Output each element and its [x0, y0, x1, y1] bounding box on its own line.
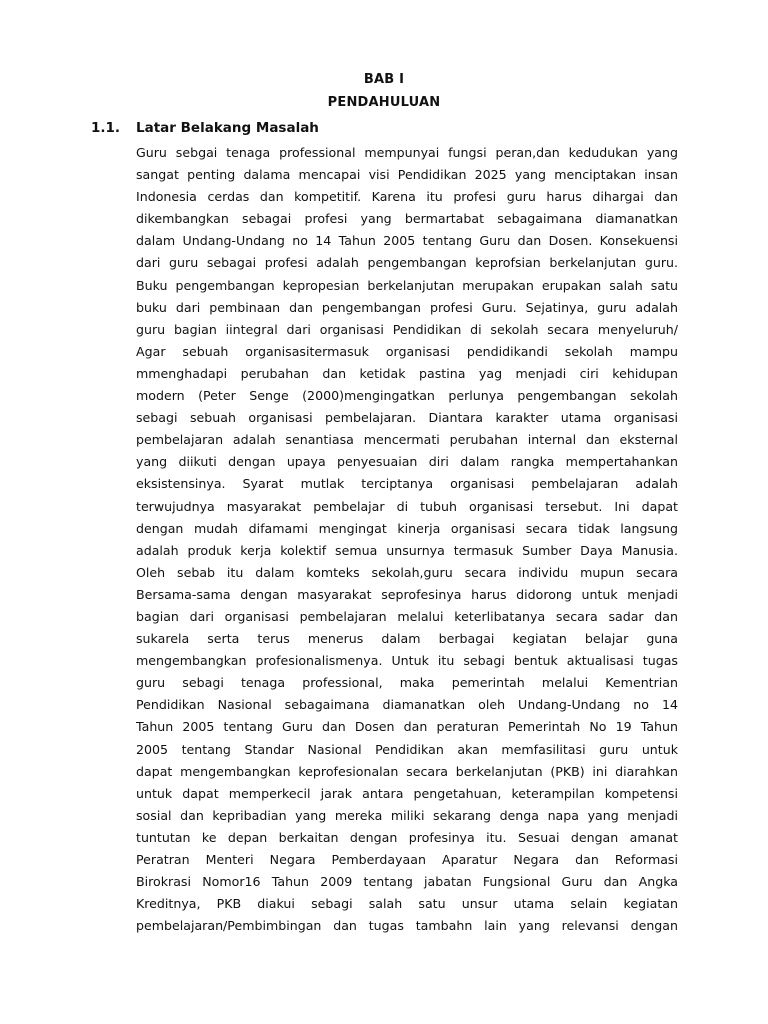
paragraph-line: dari guru sebagai profesi adalah pengembangan keprofsian berkelanjutan guru.: [136, 255, 678, 271]
paragraph-line: pembelajaran adalah senantiasa mencermati perubahan internal dan eksternal: [136, 432, 678, 448]
paragraph-line: Indonesia cerdas dan kompetitif. Karena itu profesi guru harus dihargai dan: [136, 189, 678, 205]
paragraph-line: sukarela serta terus menerus dalam berbagai kegiatan belajar guna: [136, 631, 678, 647]
paragraph-line: Bersama-sama dengan masyarakat seprofesinya harus didorong untuk menjadi: [136, 586, 678, 602]
paragraph-line: adalah produk kerja kolektif semua unsurnya termasuk Sumber Daya Manusia.: [136, 542, 678, 558]
paragraph-line: sosial dan kepribadian yang mereka miliki sekarang denga napa yang menjadi: [136, 807, 678, 823]
paragraph-line: guru bagian iintegral dari organisasi Pendidikan di sekolah secara menyeluruh/: [136, 321, 678, 337]
paragraph-line: Buku pengembangan kepropesian berkelanjutan merupakan erupakan salah satu: [136, 277, 678, 293]
paragraph-line: dalam Undang-Undang no 14 Tahun 2005 tentang Guru dan Dosen. Konsekuensi: [136, 233, 678, 249]
paragraph-line: buku dari pembinaan dan pengembangan profesi Guru. Sejatinya, guru adalah: [136, 299, 678, 315]
paragraph-line: Agar sebuah organisasitermasuk organisasi pendidikandi sekolah mampu: [136, 343, 678, 359]
chapter-title: PENDAHULUAN: [327, 95, 441, 110]
paragraph-line: Birokrasi Nomor16 Tahun 2009 tentang jabatan Fungsional Guru dan Angka: [136, 874, 678, 890]
paragraph-line: yang diikuti dengan upaya penyesuaian diri dalam rangka mempertahankan: [136, 454, 678, 470]
paragraph-line: 2005 tentang Standar Nasional Pendidikan akan memfasilitasi guru untuk: [136, 741, 678, 757]
paragraph-line: Guru sebgai tenaga professional mempunyai fungsi peran,dan kedudukan yang: [136, 145, 678, 160]
paragraph-line: Kreditnya, PKB diakui sebagi salah satu unsur utama selain kegiatan: [136, 896, 678, 912]
paragraph-line: dikembangkan sebagai profesi yang bermartabat sebagaimana diamanatkan: [136, 211, 678, 227]
paragraph-line: mengembangkan profesionalismenya. Untuk itu sebagi bentuk aktualisasi tugas: [136, 653, 678, 669]
paragraph-line: modern (Peter Senge (2000)mengingatkan perlunya pengembangan sekolah: [136, 388, 678, 404]
section-title: Latar Belakang Masalah: [136, 120, 319, 136]
paragraph-line: Peratran Menteri Negara Pemberdayaan Aparatur Negara dan Reformasi: [136, 852, 678, 867]
chapter-number: BAB I: [363, 72, 405, 87]
paragraph-line: Tahun 2005 tentang Guru dan Dosen dan peraturan Pemerintah No 19 Tahun: [136, 719, 678, 735]
paragraph-line: guru sebagi tenaga professional, maka pemerintah melalui Kementrian: [136, 675, 678, 691]
paragraph-line: dengan mudah difamami mengingat kinerja organisasi secara tidak langsung: [136, 520, 678, 536]
paragraph-line: sebagi sebuah organisasi pembelajaran. Diantara karakter utama organisasi: [136, 410, 678, 426]
paragraph-line: eksistensinya. Syarat mutlak terciptanya organisasi pembelajaran adalah: [136, 476, 678, 492]
section-heading: [91, 120, 319, 136]
paragraph-line: dapat mengembangkan keprofesionalan secara berkelanjutan (PKB) ini diarahkan: [136, 763, 678, 779]
paragraph-line: untuk dapat memperkecil jarak antara pengetahuan, keterampilan kompetensi: [136, 785, 678, 801]
paragraph-line: tuntutan ke depan berkaitan dengan profesinya itu. Sesuai dengan amanat: [136, 829, 678, 845]
paragraph-line: mmenghadapi perubahan dan ketidak pastina yag menjadi ciri kehidupan: [136, 365, 678, 381]
section-number: 1.1.: [91, 120, 121, 136]
body-paragraph: [136, 142, 678, 937]
paragraph-line: bagian dari organisasi pembelajaran melalui keterlibatanya secara sadar dan: [136, 608, 678, 624]
paragraph-line: terwujudnya masyarakat pembelajar di tubuh organisasi tersebut. Ini dapat: [136, 498, 678, 514]
paragraph-line: Pendidikan Nasional sebagaimana diamanatkan oleh Undang-Undang no 14: [136, 697, 678, 713]
paragraph-line: Oleh sebab itu dalam komteks sekolah,guru secara individu mupun secara: [136, 564, 678, 580]
paragraph-line: sangat penting dalama mencapai visi Pendidikan 2025 yang menciptakan insan: [136, 167, 678, 183]
paragraph-line: pembelajaran/Pembimbingan dan tugas tambahn lain yang relevansi dengan: [136, 918, 678, 934]
